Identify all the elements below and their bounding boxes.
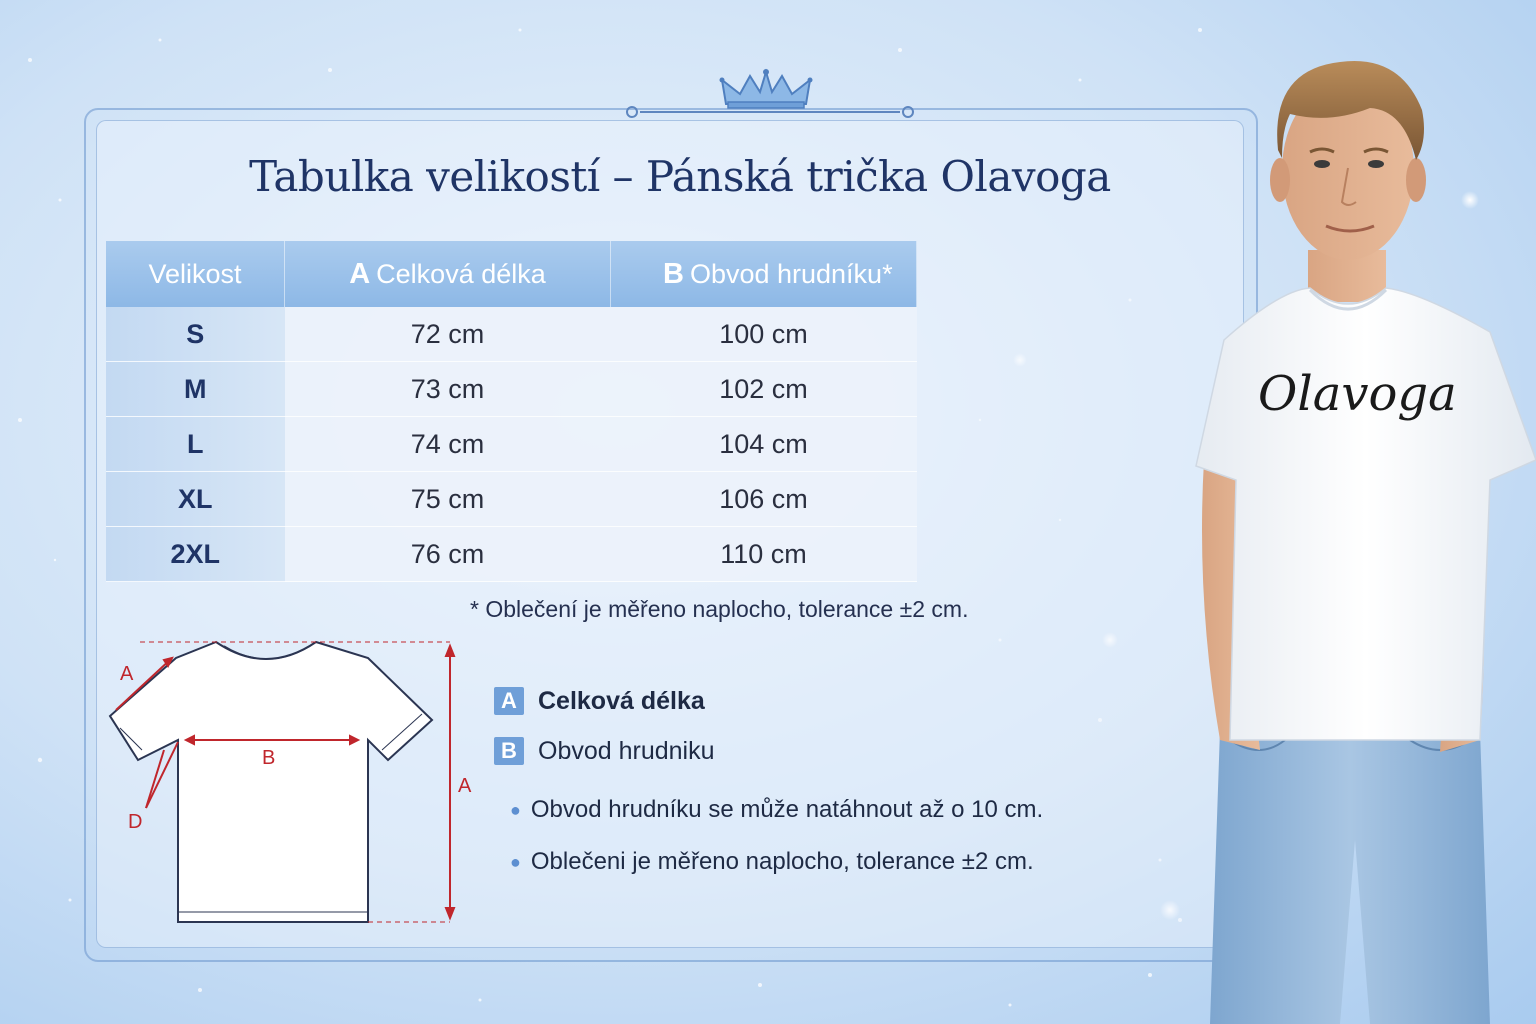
header-letter-a: A bbox=[349, 257, 371, 290]
note-text: Oblečeni je měřeno naplocho, tolerance ±2 cm. bbox=[530, 848, 1034, 875]
legend-label: Celková délka bbox=[538, 686, 705, 715]
header-letter-b: B bbox=[663, 257, 684, 290]
table-header-row bbox=[106, 241, 917, 307]
header-label: Celková délka bbox=[376, 258, 546, 289]
chest-cell: 110 cm bbox=[611, 527, 917, 582]
table-row bbox=[106, 527, 917, 582]
length-cell: 74 cm bbox=[285, 417, 611, 472]
measurement-legend bbox=[494, 676, 715, 776]
header-chest bbox=[611, 241, 917, 307]
diagram-label-a-side: A bbox=[458, 775, 472, 797]
legend-label: Obvod hrudniku bbox=[538, 736, 715, 765]
size-cell: L bbox=[106, 417, 285, 472]
legend-item bbox=[494, 676, 715, 726]
header-size bbox=[106, 241, 285, 307]
size-cell: S bbox=[106, 307, 285, 362]
list-item bbox=[510, 784, 1043, 836]
chest-cell: 100 cm bbox=[611, 307, 917, 362]
diagram-label-a-top: A bbox=[120, 663, 134, 685]
model-photo bbox=[1190, 40, 1536, 1024]
diagram-label-b: B bbox=[262, 747, 276, 769]
header-length bbox=[285, 241, 611, 307]
length-cell: 72 cm bbox=[285, 307, 611, 362]
note-text: Obvod hrudníku se může natáhnout až o 10 cm. bbox=[530, 796, 1044, 823]
bullet-icon: ● bbox=[510, 799, 521, 820]
ornament-divider bbox=[620, 102, 920, 122]
header-label: Obvod hrudníku* bbox=[689, 258, 893, 289]
legend-item bbox=[494, 726, 715, 776]
chest-cell: 102 cm bbox=[611, 362, 917, 417]
table-row bbox=[106, 472, 917, 527]
size-cell: M bbox=[106, 362, 285, 417]
tshirt-measurement-diagram bbox=[106, 628, 486, 928]
diagram-label-d: D bbox=[128, 811, 143, 833]
length-cell: 76 cm bbox=[285, 527, 611, 582]
page-title: Tabulka velikostí – Pánská trička Olavoga bbox=[249, 152, 1111, 201]
size-table bbox=[106, 241, 917, 582]
length-cell: 73 cm bbox=[285, 362, 611, 417]
legend-badge-a: A bbox=[494, 687, 524, 715]
chest-cell: 104 cm bbox=[611, 417, 917, 472]
header-label: Velikost bbox=[148, 258, 242, 289]
size-cell: 2XL bbox=[106, 527, 285, 582]
bullet-icon: ● bbox=[510, 851, 521, 872]
size-cell: XL bbox=[106, 472, 285, 527]
table-row bbox=[106, 417, 917, 472]
length-cell: 75 cm bbox=[285, 472, 611, 527]
legend-badge-b: B bbox=[494, 737, 524, 765]
shirt-brand-text: Olavoga bbox=[1258, 366, 1457, 422]
chest-cell: 106 cm bbox=[611, 472, 917, 527]
table-row bbox=[106, 362, 917, 417]
footnote: * Oblečení je měřeno naplocho, tolerance ±2 cm. bbox=[470, 596, 969, 622]
notes-list bbox=[510, 784, 1043, 888]
table-row bbox=[106, 307, 917, 362]
list-item bbox=[510, 836, 1043, 888]
